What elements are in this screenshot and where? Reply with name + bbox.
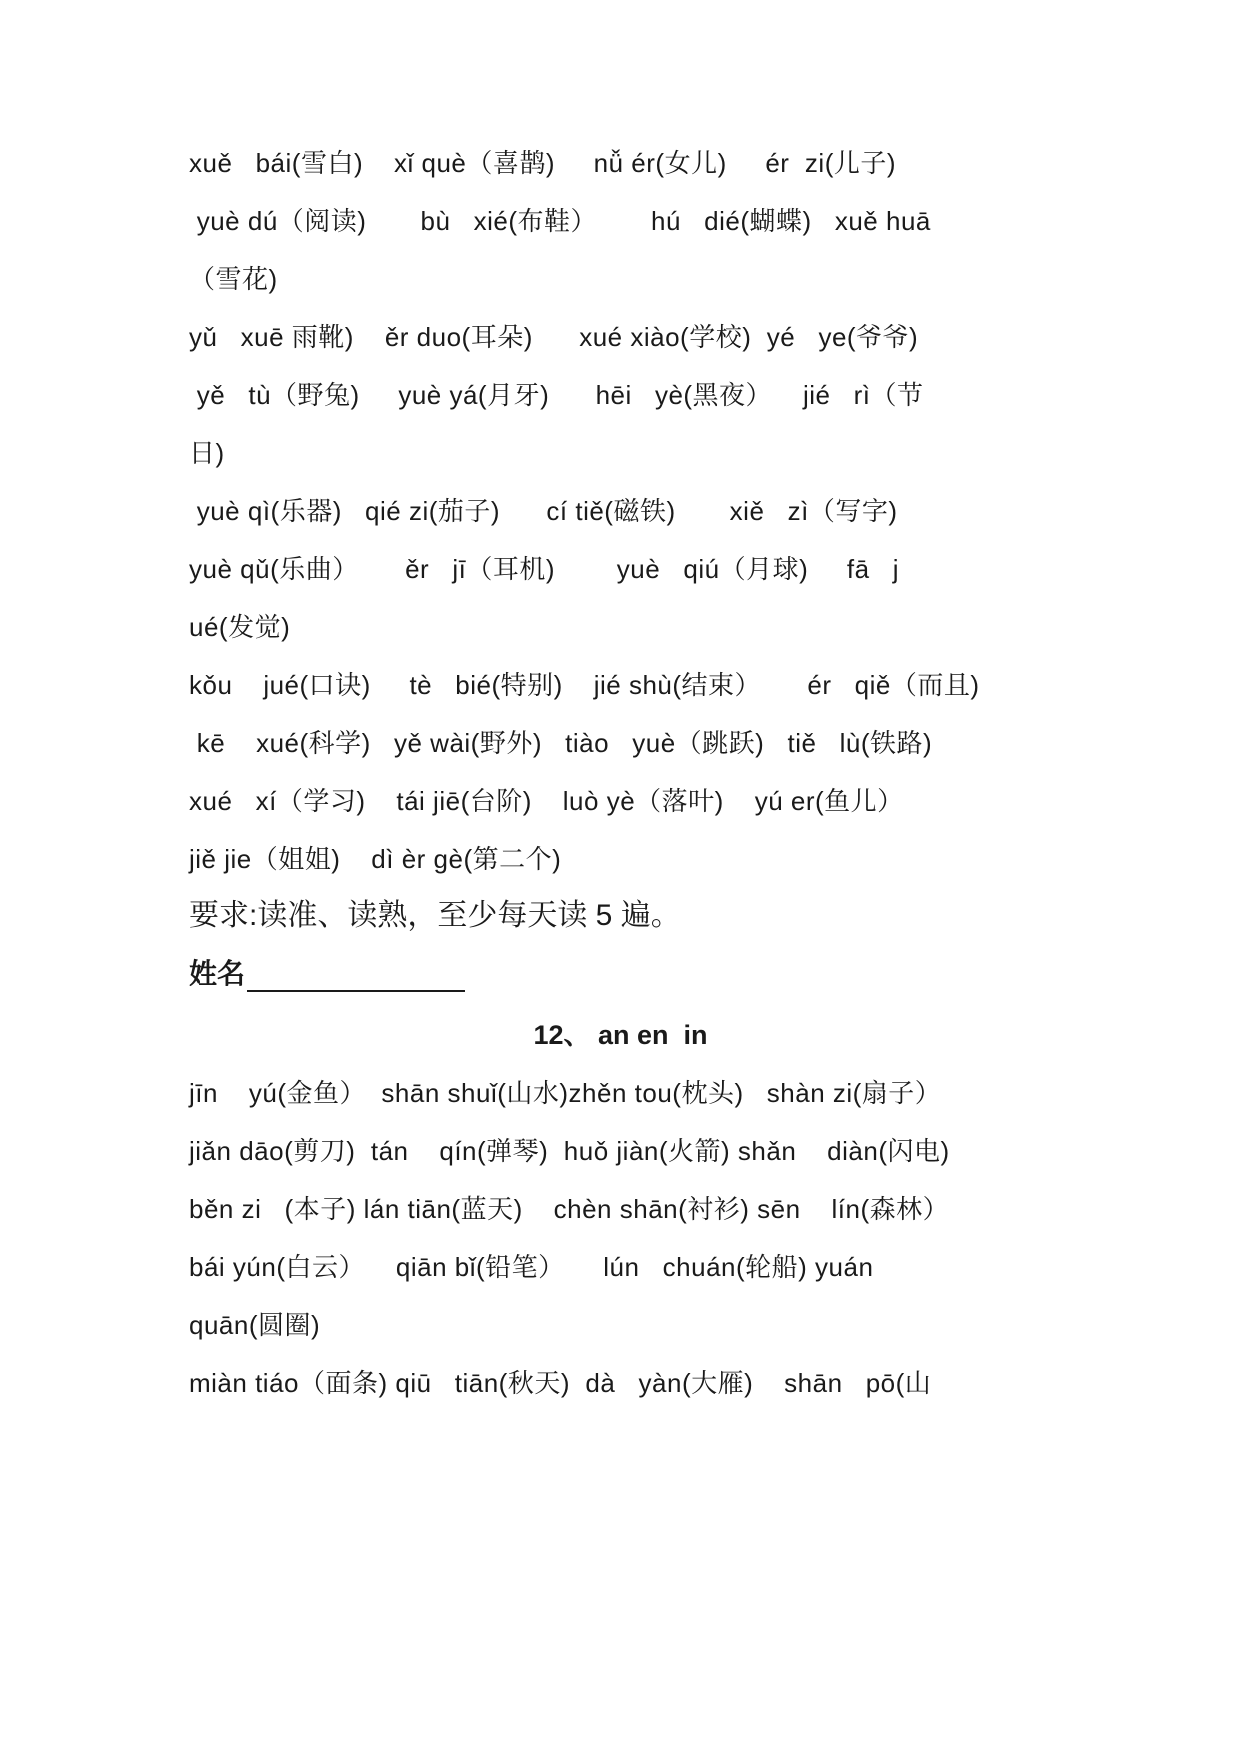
vocab-line: ué(发觉) [189, 612, 291, 642]
name-blank-line[interactable] [247, 960, 465, 992]
vocab-line: yuè qǔ(乐曲） ěr jī（耳机) yuè qiú（月球) fā j [189, 554, 899, 584]
vocab-line: xué xí（学习) tái jiē(台阶) luò yè（落叶) yú er(鱼儿） [189, 786, 904, 816]
vocab-line: bái yún(白云） qiān bǐ(铅笔） lún chuán(轮船) yuán [189, 1252, 874, 1282]
vocab-line: 日) [189, 438, 225, 468]
vocab-line: yě tù（野兔) yuè yá(月牙) hēi yè(黑夜） jié rì（节 [189, 380, 924, 410]
vocab-line: jiǎn dāo(剪刀) tán qín(弹琴) huǒ jiàn(火箭) shǎn diàn(闪电) [189, 1136, 950, 1166]
name-field-row [189, 956, 465, 992]
reading-instruction: 要求:读准、读熟，至少每天读 5 遍。 [189, 899, 681, 932]
vocab-line: běn zi (本子) lán tiān(蓝天) chèn shān(衬衫) sēn lín(森林） [189, 1194, 950, 1224]
vocab-line: kǒu jué(口诀) tè bié(特别) jié shù(结束） ér qiě（而且) [189, 670, 980, 700]
lesson-heading: 12、 an en in [533, 1020, 708, 1050]
vocab-line: jiě jie（姐姐) dì èr gè(第二个) [189, 844, 562, 874]
vocab-line: yuè dú（阅读) bù xié(布鞋） hú dié(蝴蝶) xuě huā [189, 206, 931, 236]
vocab-line: yuè qì(乐器) qié zi(茄子) cí tiě(磁铁) xiě zì（写字) [189, 496, 898, 526]
name-label: 姓名 [189, 958, 246, 989]
vocab-line: kē xué(科学) yě wài(野外) tiào yuè（跳跃) tiě lù(铁路) [189, 728, 933, 758]
vocab-line: xuě bái(雪白) xǐ què（喜鹊) nǚ ér(女儿) ér zi(儿子) [189, 148, 897, 178]
vocab-line: miàn tiáo（面条) qiū tiān(秋天) dà yàn(大雁) shān pō(山 [189, 1368, 932, 1398]
vocab-line: yǔ xuē 雨靴) ěr duo(耳朵) xué xiào(学校) yé ye(爷爷) [189, 322, 919, 352]
vocab-line: jīn yú(金鱼） shān shuǐ(山水)zhěn tou(枕头) shàn zi(扇子） [189, 1078, 942, 1108]
vocab-line: （雪花) [189, 264, 278, 294]
vocab-line: quān(圆圈) [189, 1310, 321, 1340]
